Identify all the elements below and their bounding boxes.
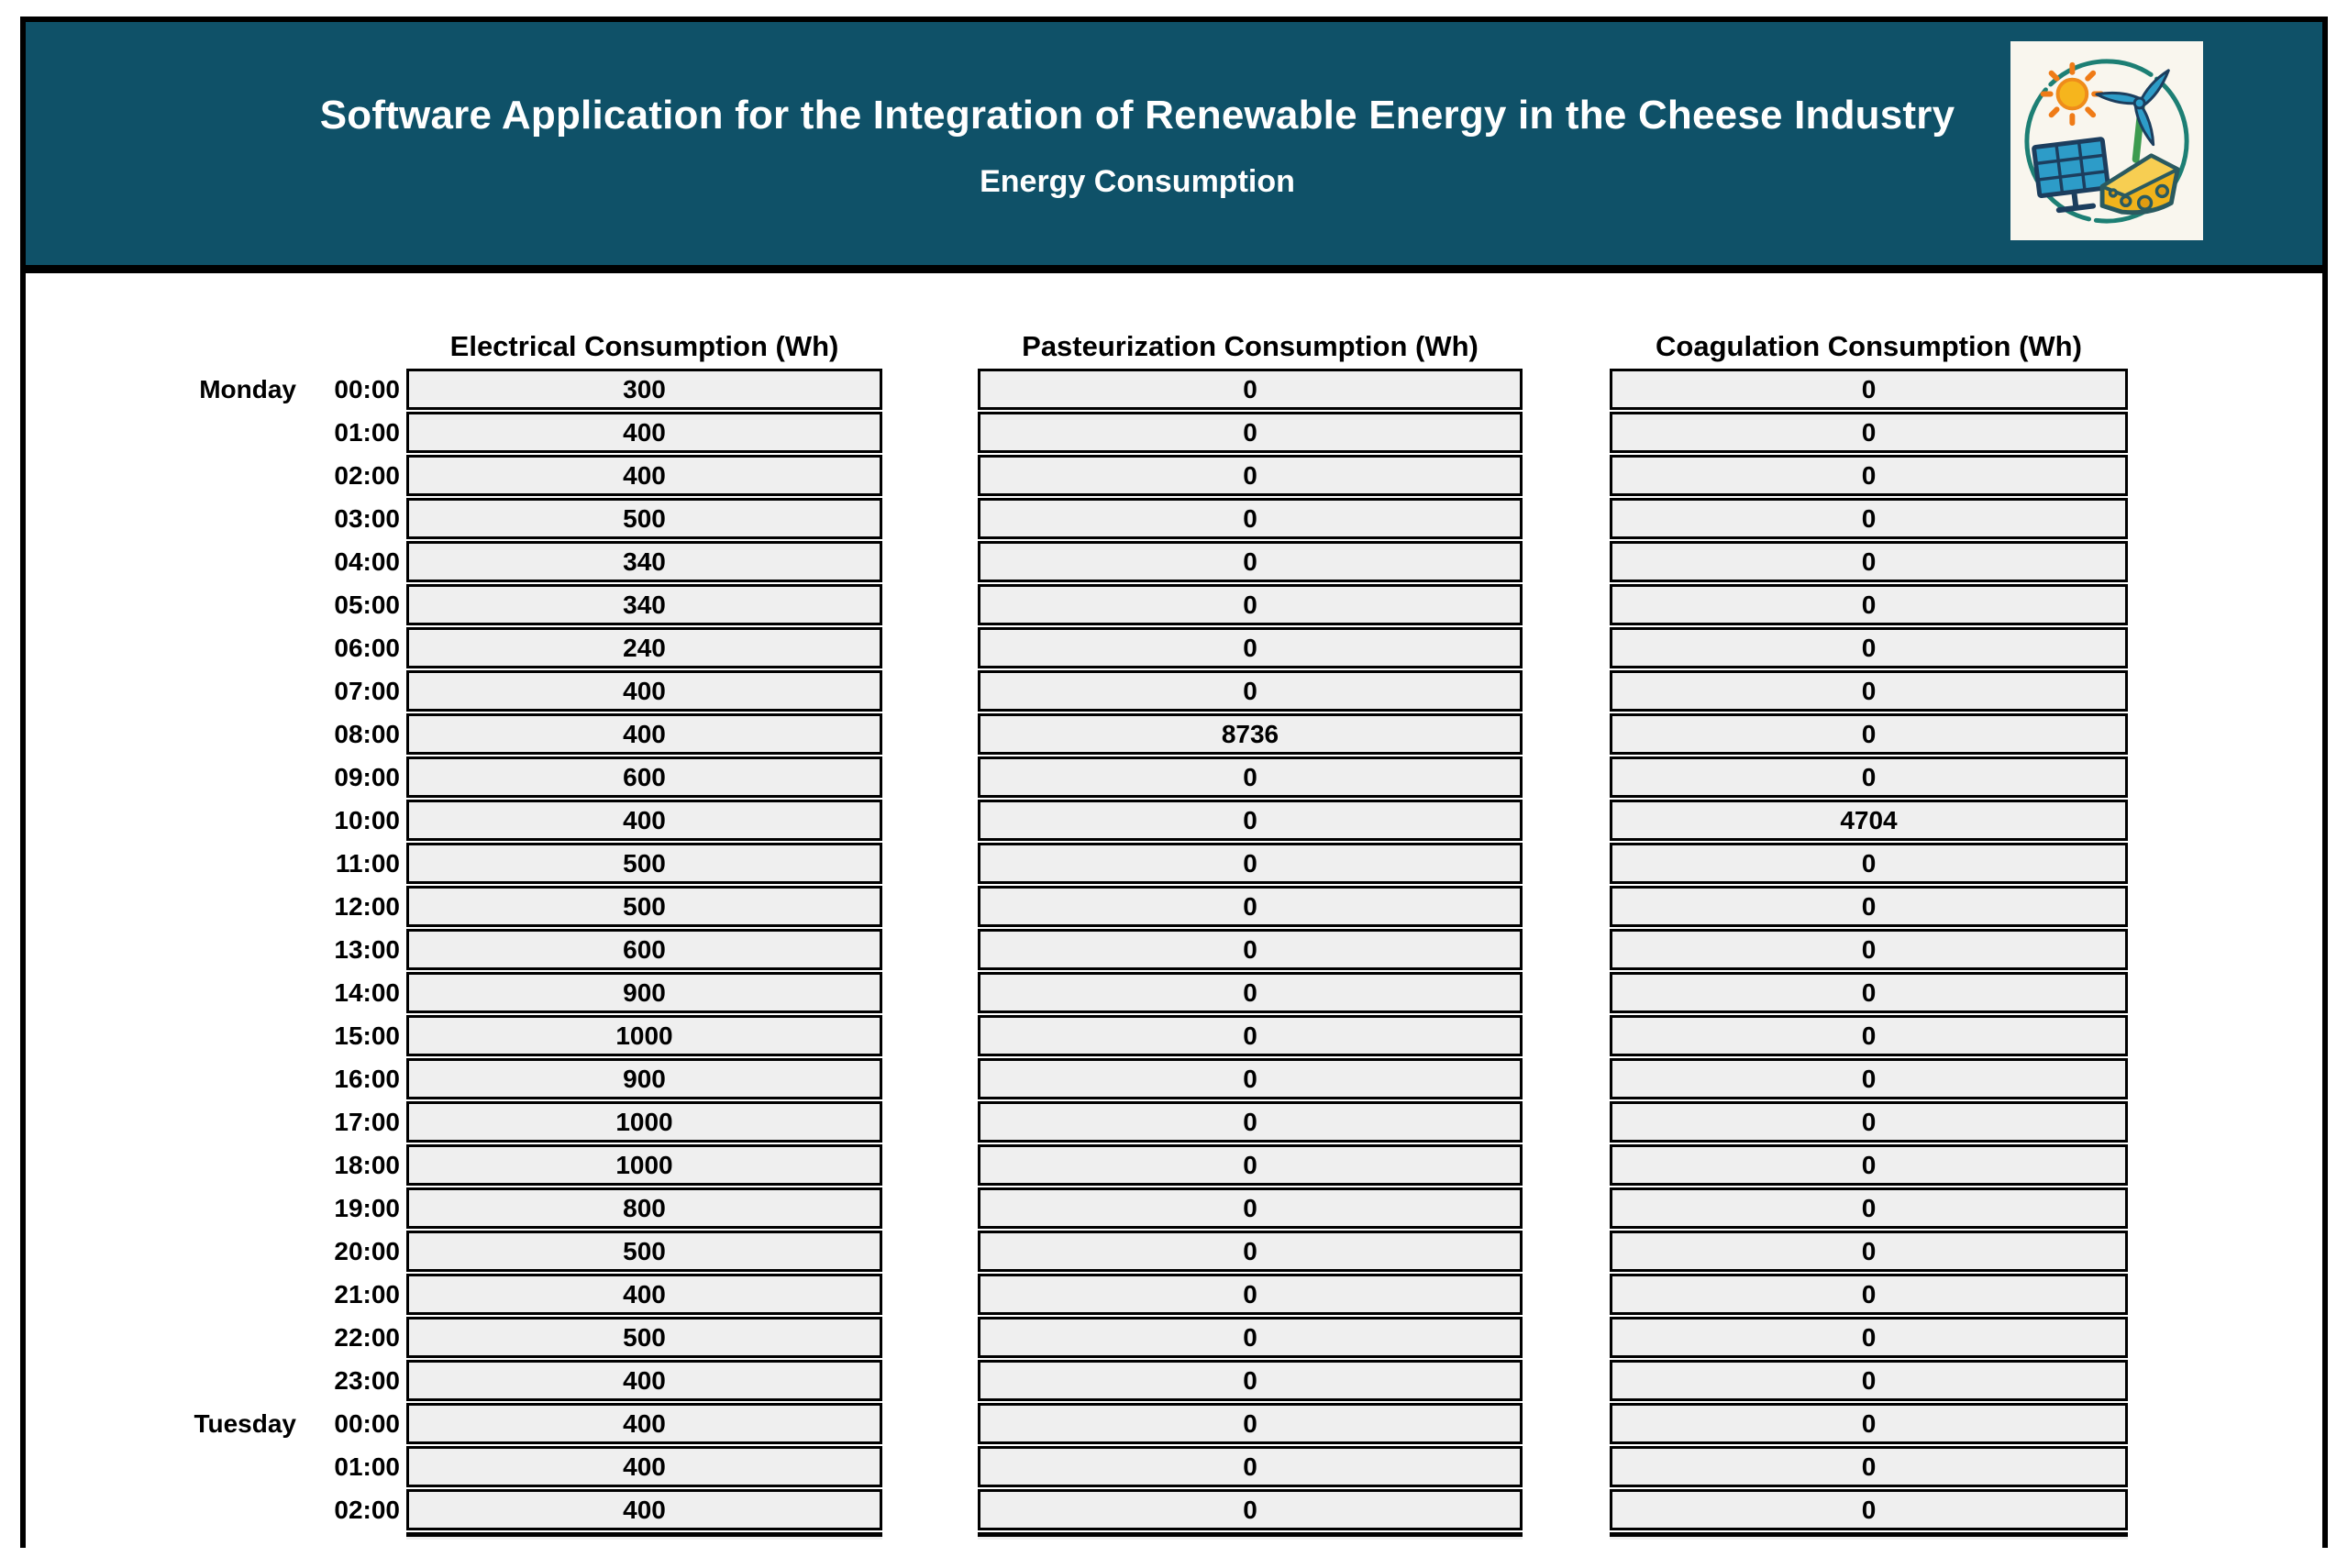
consumption-table <box>0 315 2128 1540</box>
renewable-cheese-logo <box>2016 50 2198 232</box>
time-label: 20:00 <box>334 1237 400 1265</box>
wind-turbine-icon <box>2097 70 2168 159</box>
cell-coagulation[interactable]: 0 <box>1610 541 2128 582</box>
cell-coagulation[interactable]: 0 <box>1610 670 2128 712</box>
cell-pasteurization[interactable]: 0 <box>978 756 1523 798</box>
table-row <box>0 972 2128 1013</box>
cell-electrical[interactable]: 500 <box>406 1231 882 1272</box>
cell-pasteurization[interactable]: 0 <box>978 1403 1523 1444</box>
table-row <box>0 1403 2128 1444</box>
cell-electrical[interactable]: 400 <box>406 800 882 841</box>
table-row <box>0 756 2128 798</box>
cell-coagulation[interactable]: 0 <box>1610 584 2128 625</box>
cell-coagulation[interactable]: 0 <box>1610 756 2128 798</box>
cell-electrical[interactable]: 800 <box>406 1187 882 1229</box>
cell-coagulation[interactable]: 0 <box>1610 843 2128 884</box>
time-label: 08:00 <box>334 720 400 748</box>
cell-pasteurization[interactable]: 0 <box>978 929 1523 970</box>
table-header-row <box>0 315 2128 369</box>
cell-coagulation[interactable]: 0 <box>1610 1144 2128 1186</box>
cell-pasteurization[interactable]: 0 <box>978 1360 1523 1401</box>
cell-electrical[interactable]: 1000 <box>406 1015 882 1056</box>
table-row <box>0 1058 2128 1099</box>
cell-electrical[interactable]: 340 <box>406 541 882 582</box>
cell-electrical[interactable]: 600 <box>406 929 882 970</box>
table-row <box>0 800 2128 841</box>
cell-coagulation[interactable]: 0 <box>1610 1446 2128 1487</box>
table-row <box>0 627 2128 668</box>
partial-row <box>0 1532 2128 1540</box>
time-label: 01:00 <box>334 418 400 447</box>
page-subtitle: Energy Consumption <box>980 164 1295 199</box>
cell-coagulation[interactable]: 0 <box>1610 1360 2128 1401</box>
sun-icon <box>2043 64 2101 122</box>
cell-electrical[interactable]: 1000 <box>406 1144 882 1186</box>
cell-electrical[interactable]: 900 <box>406 972 882 1013</box>
table-row <box>0 1231 2128 1272</box>
cell-pasteurization[interactable]: 0 <box>978 1187 1523 1229</box>
table-row <box>0 1144 2128 1186</box>
cell-pasteurization[interactable]: 0 <box>978 627 1523 668</box>
table-row <box>0 1446 2128 1487</box>
cell-electrical[interactable]: 240 <box>406 627 882 668</box>
time-label: 12:00 <box>334 892 400 921</box>
cell-coagulation[interactable]: 0 <box>1610 1317 2128 1358</box>
table-row <box>0 929 2128 970</box>
cell-coagulation[interactable]: 4704 <box>1610 800 2128 841</box>
time-label: 02:00 <box>334 1496 400 1524</box>
cell-electrical[interactable]: 1000 <box>406 1101 882 1143</box>
table-row <box>0 1317 2128 1358</box>
cell-electrical[interactable]: 500 <box>406 843 882 884</box>
cell-pasteurization[interactable]: 0 <box>978 412 1523 453</box>
day-label: Monday <box>199 375 296 403</box>
time-label: 15:00 <box>334 1021 400 1050</box>
table-row <box>0 1360 2128 1401</box>
time-label: 22:00 <box>334 1323 400 1352</box>
time-label: 00:00 <box>334 1409 400 1438</box>
table-row <box>0 670 2128 712</box>
cell-coagulation[interactable]: 0 <box>1610 929 2128 970</box>
partial-cell-electrical <box>406 1532 882 1540</box>
time-label: 05:00 <box>334 591 400 619</box>
time-label: 02:00 <box>334 461 400 490</box>
cell-electrical[interactable]: 500 <box>406 498 882 539</box>
time-label: 01:00 <box>334 1452 400 1481</box>
banner-text-block <box>26 22 2322 265</box>
time-label: 19:00 <box>334 1194 400 1222</box>
column-header-coagulation: Coagulation Consumption (Wh) <box>1656 330 2082 362</box>
cell-electrical[interactable]: 400 <box>406 670 882 712</box>
cell-electrical[interactable]: 400 <box>406 1489 882 1530</box>
cell-electrical[interactable]: 400 <box>406 1274 882 1315</box>
cell-pasteurization[interactable]: 0 <box>978 972 1523 1013</box>
time-label: 13:00 <box>334 935 400 964</box>
cheese-icon <box>2102 155 2177 212</box>
cell-coagulation[interactable]: 0 <box>1610 1187 2128 1229</box>
time-label: 04:00 <box>334 547 400 576</box>
partial-cell-coagulation <box>1610 1532 2128 1540</box>
time-label: 11:00 <box>335 849 400 878</box>
time-label: 21:00 <box>334 1280 400 1309</box>
cell-coagulation[interactable]: 0 <box>1610 1274 2128 1315</box>
table-row <box>0 1489 2128 1530</box>
cell-electrical[interactable]: 300 <box>406 369 882 410</box>
column-header-electrical: Electrical Consumption (Wh) <box>449 330 839 362</box>
cell-coagulation[interactable]: 0 <box>1610 1058 2128 1099</box>
cell-electrical[interactable]: 600 <box>406 756 882 798</box>
cell-electrical[interactable]: 400 <box>406 713 882 755</box>
table-row <box>0 584 2128 625</box>
table-row <box>0 1101 2128 1143</box>
cell-pasteurization[interactable]: 0 <box>978 584 1523 625</box>
cell-pasteurization[interactable]: 0 <box>978 369 1523 410</box>
cell-electrical[interactable]: 400 <box>406 1360 882 1401</box>
cell-coagulation[interactable]: 0 <box>1610 1403 2128 1444</box>
cell-pasteurization[interactable]: 0 <box>978 1058 1523 1099</box>
cell-coagulation[interactable]: 0 <box>1610 1101 2128 1143</box>
time-label: 10:00 <box>334 806 400 834</box>
table-row <box>0 1274 2128 1315</box>
cell-pasteurization[interactable]: 0 <box>978 1317 1523 1358</box>
cell-pasteurization[interactable]: 0 <box>978 1274 1523 1315</box>
cell-pasteurization[interactable]: 0 <box>978 541 1523 582</box>
header-banner <box>26 22 2322 273</box>
cell-pasteurization[interactable]: 0 <box>978 886 1523 927</box>
table-rows <box>0 369 2128 1530</box>
table-row <box>0 498 2128 539</box>
cell-coagulation[interactable]: 0 <box>1610 972 2128 1013</box>
cell-coagulation[interactable]: 0 <box>1610 1231 2128 1272</box>
cell-electrical[interactable]: 400 <box>406 412 882 453</box>
cell-coagulation[interactable]: 0 <box>1610 498 2128 539</box>
cell-pasteurization[interactable]: 0 <box>978 800 1523 841</box>
time-label: 16:00 <box>334 1065 400 1093</box>
cell-pasteurization[interactable]: 0 <box>978 1231 1523 1272</box>
day-label: Tuesday <box>194 1409 296 1438</box>
cell-coagulation[interactable]: 0 <box>1610 369 2128 410</box>
cell-pasteurization[interactable]: 0 <box>978 1015 1523 1056</box>
cell-pasteurization[interactable]: 0 <box>978 843 1523 884</box>
app-title: Software Application for the Integration of Renewable Energy in the Cheese Industry <box>319 93 1955 138</box>
cell-coagulation[interactable]: 0 <box>1610 455 2128 496</box>
table-row <box>0 1187 2128 1229</box>
table-row <box>0 369 2128 410</box>
cell-pasteurization[interactable]: 0 <box>978 670 1523 712</box>
logo <box>2010 41 2203 240</box>
cell-electrical[interactable]: 500 <box>406 886 882 927</box>
time-label: 14:00 <box>334 978 400 1007</box>
cell-coagulation[interactable]: 0 <box>1610 412 2128 453</box>
partial-cell-pasteurization <box>978 1532 1523 1540</box>
cell-coagulation[interactable]: 0 <box>1610 627 2128 668</box>
cell-electrical[interactable]: 900 <box>406 1058 882 1099</box>
cell-coagulation[interactable]: 0 <box>1610 1489 2128 1530</box>
cell-electrical[interactable]: 400 <box>406 1403 882 1444</box>
time-label: 07:00 <box>334 677 400 705</box>
cell-pasteurization[interactable]: 0 <box>978 1446 1523 1487</box>
cell-electrical[interactable]: 340 <box>406 584 882 625</box>
table-row <box>0 843 2128 884</box>
cell-pasteurization[interactable]: 0 <box>978 1101 1523 1143</box>
time-label: 00:00 <box>334 375 400 403</box>
cell-electrical[interactable]: 400 <box>406 1446 882 1487</box>
cell-coagulation[interactable]: 0 <box>1610 1015 2128 1056</box>
cell-pasteurization[interactable]: 8736 <box>978 713 1523 755</box>
table-row <box>0 1015 2128 1056</box>
cell-electrical[interactable]: 400 <box>406 455 882 496</box>
table-row <box>0 412 2128 453</box>
column-header-pasteurization: Pasteurization Consumption (Wh) <box>1022 330 1479 362</box>
time-label: 23:00 <box>334 1366 400 1395</box>
table-row <box>0 886 2128 927</box>
cell-coagulation[interactable]: 0 <box>1610 886 2128 927</box>
time-label: 18:00 <box>334 1151 400 1179</box>
cell-coagulation[interactable]: 0 <box>1610 713 2128 755</box>
cell-pasteurization[interactable]: 0 <box>978 1489 1523 1530</box>
time-label: 17:00 <box>334 1108 400 1136</box>
table-row <box>0 455 2128 496</box>
table-row <box>0 713 2128 755</box>
cell-pasteurization[interactable]: 0 <box>978 455 1523 496</box>
table-row <box>0 541 2128 582</box>
solar-panel-icon <box>2033 138 2110 212</box>
cell-pasteurization[interactable]: 0 <box>978 1144 1523 1186</box>
cell-electrical[interactable]: 500 <box>406 1317 882 1358</box>
cell-pasteurization[interactable]: 0 <box>978 498 1523 539</box>
time-label: 06:00 <box>334 634 400 662</box>
time-label: 03:00 <box>334 504 400 533</box>
time-label: 09:00 <box>334 763 400 791</box>
